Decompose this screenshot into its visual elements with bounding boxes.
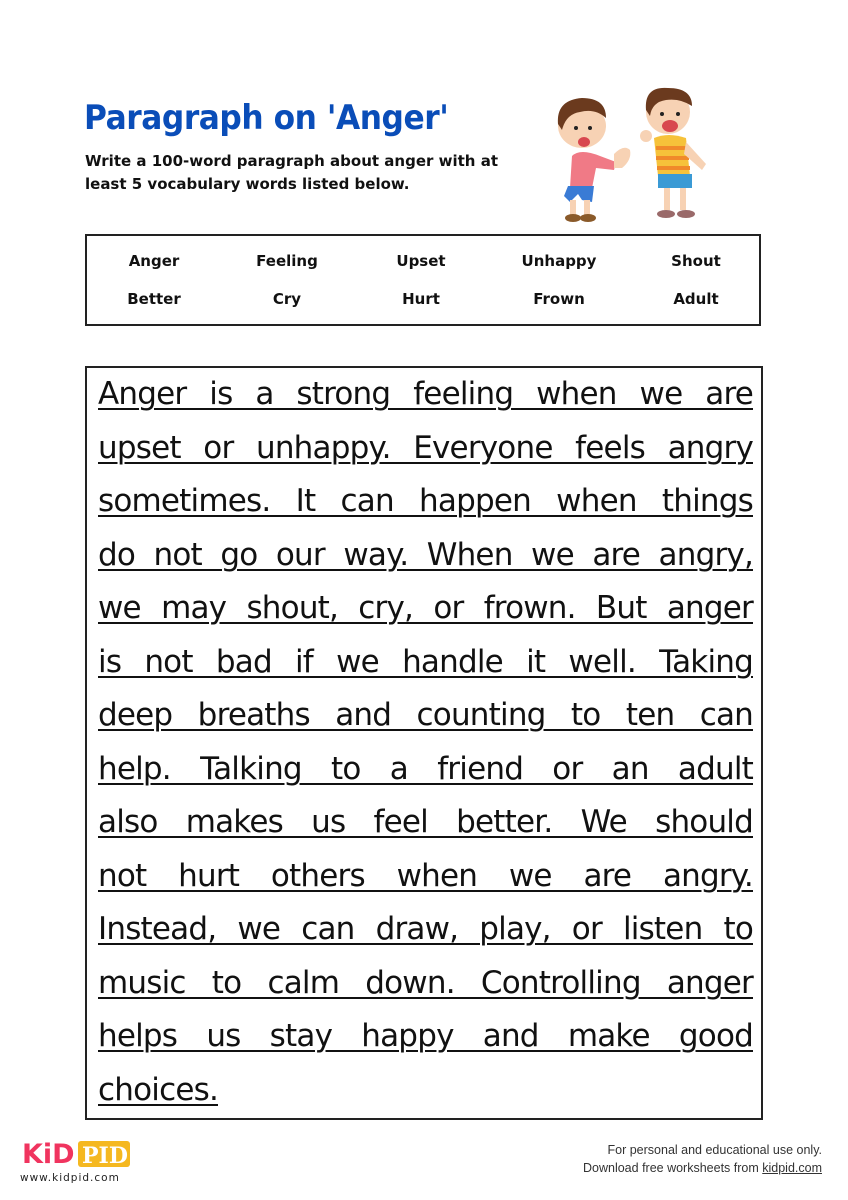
paragraph-line: do not go our way. When we are angry, [98, 537, 753, 573]
footer-notice [583, 1141, 822, 1177]
paragraph-line: choices. [98, 1072, 218, 1108]
paragraph-line: sometimes. It can happen when things [98, 483, 753, 519]
kidpid-logo[interactable] [22, 1137, 132, 1169]
paragraph-line: Anger is a strong feeling when we are [98, 376, 753, 412]
vocab-word: Unhappy [521, 252, 597, 270]
logo-url[interactable]: www.kidpid.com [20, 1172, 120, 1184]
left-boy-icon [558, 98, 630, 222]
paragraph-line: not hurt others when we are angry. [98, 858, 753, 894]
paragraph-line: is not bad if we handle it well. Taking [98, 644, 753, 680]
vocab-word: Adult [673, 290, 719, 308]
page-title: Paragraph on 'Anger' [84, 98, 449, 138]
vocab-word: Feeling [256, 252, 318, 270]
usage-notice: For personal and educational use only. [607, 1143, 822, 1157]
paragraph-line: upset or unhappy. Everyone feels angry [98, 430, 753, 466]
logo-pid-text: PID [82, 1143, 128, 1169]
vocab-word: Hurt [402, 290, 440, 308]
paragraph-line: deep breaths and counting to ten can [98, 697, 753, 733]
paragraph-line: Instead, we can draw, play, or listen to [98, 911, 753, 947]
vocab-word: Better [127, 290, 181, 308]
two-boys-arguing-illustration [540, 84, 730, 228]
paragraph-line: we may shout, cry, or frown. But anger [98, 590, 753, 626]
vocab-word: Upset [396, 252, 446, 270]
logo-kid-text: KiD [22, 1139, 75, 1169]
paragraph-box [85, 366, 763, 1120]
paragraph-line: also makes us feel better. We should [98, 804, 753, 840]
vocab-word: Frown [533, 290, 585, 308]
download-notice-text: Download free worksheets from [583, 1161, 763, 1175]
paragraph-line: music to calm down. Controlling anger [98, 965, 753, 1001]
vocab-word: Shout [671, 252, 721, 270]
vocab-word: Anger [128, 252, 180, 270]
paragraph-line: help. Talking to a friend or an adult [98, 751, 753, 787]
vocabulary-box [85, 234, 761, 326]
paragraph-line: helps us stay happy and make good [98, 1018, 753, 1054]
download-notice [583, 1159, 822, 1177]
instructions: Write a 100-word paragraph about anger with at least 5 vocabulary words listed below. [85, 152, 498, 193]
right-boy-icon [640, 88, 706, 218]
kidpid-link[interactable]: kidpid.com [762, 1161, 822, 1175]
vocab-word: Cry [272, 290, 302, 308]
